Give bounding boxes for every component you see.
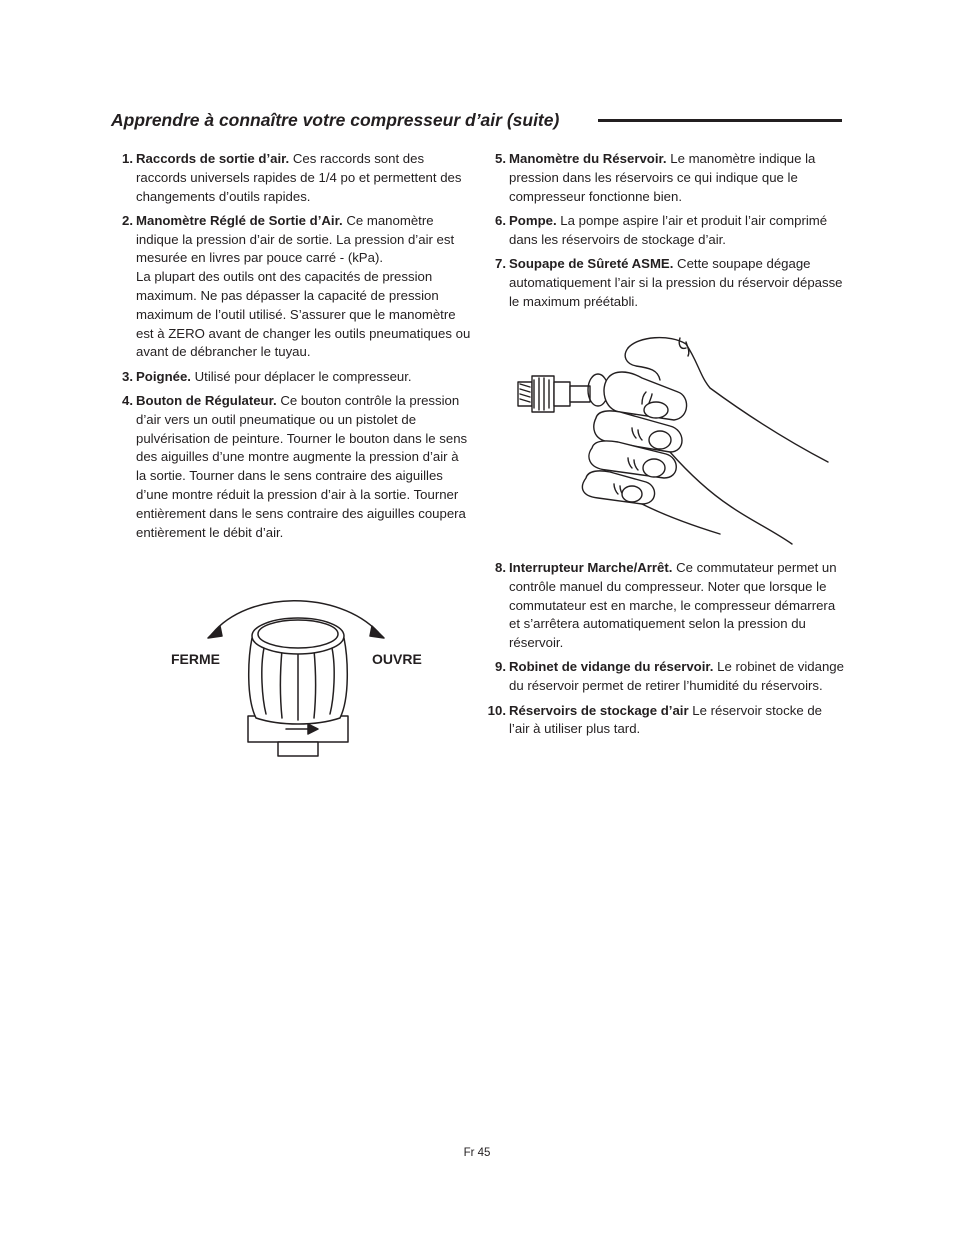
item-term: Interrupteur Marche/Arrêt. (509, 560, 673, 575)
list-item (111, 368, 471, 387)
item-text: Le robinet de vidange du réservoir permet de retirer l’humidité du réservoirs. (509, 659, 844, 694)
right-column-top (484, 150, 844, 317)
item-term: Réservoirs de stockage d’air (509, 702, 689, 718)
title-rule (598, 119, 842, 122)
item-text: Cette soupape dégage automatiquement l’air si la pression du réservoir dépasse le maximum préétabli. (509, 255, 843, 309)
safety-valve-hand-illustration (510, 330, 840, 552)
list-item (484, 255, 844, 311)
item-term: Robinet de vidange du réservoir. (509, 659, 714, 675)
item-number: 5. (495, 151, 506, 166)
item-term: Manomètre Réglé de Sortie d’Air. (136, 212, 343, 228)
item-term: Manomètre du Réservoir. (509, 151, 667, 166)
left-column (111, 150, 471, 548)
list-item (111, 150, 471, 206)
list-item (484, 702, 844, 740)
item-extra-text: La plupart des outils ont des capacités de pression maximum. Ne pas dépasser la capacité de pression maximum de l’outil utilisé. S’assurer que le manomètre est à ZERO avant de changer les outils pneumatiques ou avant de débrancher le tuyau. (136, 269, 471, 360)
list-item (484, 658, 844, 696)
item-term: Soupape de Sûreté ASME. (509, 255, 674, 271)
knob-label-close: FERME (171, 651, 220, 667)
regulator-knob-illustration (200, 588, 396, 760)
page-number: Fr 45 (463, 1147, 491, 1159)
right-column-bottom (484, 559, 844, 745)
item-term: Raccords de sortie d’air. (136, 151, 290, 166)
item-number: 9. (495, 659, 506, 675)
item-text: Ces raccords sont des raccords universels rapides de 1/4 po et permettent des changements d’outils rapides. (136, 151, 462, 204)
item-text: Ce bouton contrôle la pression d’air vers un outil pneumatique ou un pistolet de pulvérisation de peinture. Tourner le bouton dans le sens des aiguilles d’une montre augmente la pression d’air à la sortie. Tourner dans le sens contraire des aiguilles d’une montre réduit la pression d’air à la sortie. Tourner entièrement dans le sens contraire des aiguilles coupera entièrement le débit d’air. (136, 393, 468, 540)
item-text: Le manomètre indique la pression dans les réservoirs ce qui indique que le compresseur fonctionne bien. (509, 151, 816, 204)
item-text: La pompe aspire l’air et produit l’air comprimé dans les réservoirs de stockage d’air. (509, 212, 828, 247)
item-number: 1. (122, 151, 133, 166)
list-item (111, 212, 471, 362)
list-item (484, 150, 844, 206)
item-number: 2. (122, 212, 133, 228)
knob-label-open: OUVRE (372, 651, 422, 667)
item-number: 4. (122, 393, 133, 409)
item-number: 3. (122, 368, 133, 384)
item-term: Poignée. (136, 368, 191, 384)
item-number: 8. (495, 560, 506, 575)
section-header (111, 107, 842, 135)
item-text: Le réservoir stocke de l’air à utiliser plus tard. (509, 702, 822, 737)
item-term: Bouton de Régulateur. (136, 393, 277, 409)
item-text: Ce commutateur permet un contrôle manuel du compresseur. Noter que lorsque le commutateur est en marche, le compresseur démarrera et s’arrêtera automatiquement selon la pression du réservoir. (509, 560, 837, 651)
item-text: Ce manomètre indique la pression d’air de sortie. La pression d’air est mesurée en livres par pouce carré - (kPa). (136, 212, 455, 266)
list-item (484, 559, 844, 653)
list-item (484, 212, 844, 250)
item-term: Pompe. (509, 212, 557, 228)
item-text: Utilisé pour déplacer le compresseur. (190, 368, 412, 384)
item-number: 10. (487, 702, 506, 718)
item-number: 6. (495, 212, 506, 228)
list-item (111, 392, 471, 542)
page-title: Apprendre à connaître votre compresseur d’air (suite) (111, 110, 560, 130)
item-number: 7. (495, 255, 506, 271)
